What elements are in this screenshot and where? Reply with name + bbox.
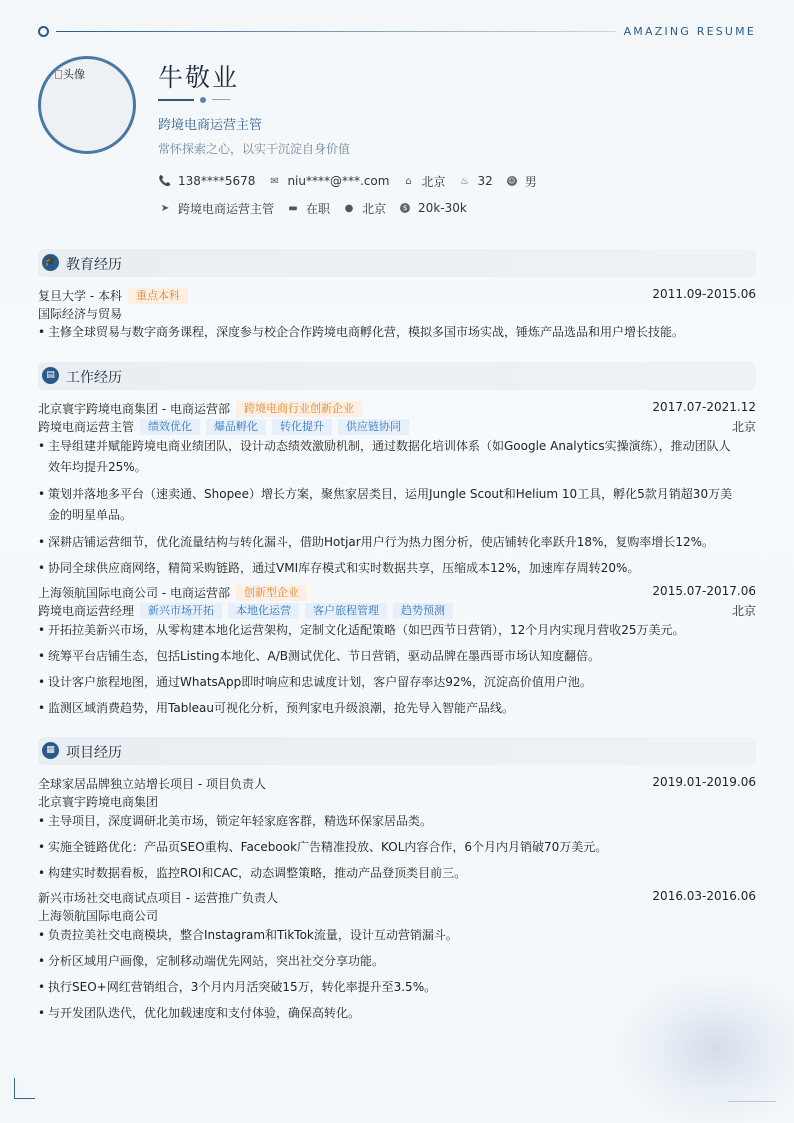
education-date: 2011.09-2015.06 [652,287,756,301]
role: 跨境电商运营经理 [38,604,135,618]
project-name: 新兴市场社交电商试点项目 - 运营推广负责人 [38,891,278,905]
skill-tag: 本地化运营 [228,603,299,619]
education-desc: • 主修全球贸易与数字商务课程，深度参与校企合作跨境电商孵化营，模拟多国市场实战，锤炼产品选品和用户增长技能。 [38,322,738,343]
company-tag: 创新型企业 [236,585,307,601]
email-item: ✉ niu****@***.com [267,174,389,188]
skill-tag: 转化提升 [272,419,332,435]
brand-label: AMAZING RESUME [623,25,756,38]
education-row [38,287,756,305]
status-item: ▬ 在职 [286,200,330,217]
major: 国际经济与贸易 [38,307,123,321]
work-bullet: • 主导组建并赋能跨境电商业绩团队，设计动态绩效激励机制，通过数据化培训体系（如Google Analytics实操演练），推动团队人效年均提升25%。 [38,436,738,478]
role: 跨境电商运营主管 [38,420,135,434]
school-name: 复旦大学 - 本科 [38,289,122,303]
graduation-cap-icon: 🎓 [42,254,59,271]
mail-icon: ✉ [270,175,279,187]
project-company-row [38,907,756,925]
name-underline-decoration [158,97,238,103]
location-icon: ● [344,202,354,214]
skill-tag: 客户旅程管理 [305,603,387,619]
phone-item: 📞 138****5678 [158,174,256,188]
work-city: 北京 [731,604,756,618]
project-company: 北京寰宇跨境电商集团 [38,795,159,809]
school-tag: 重点本科 [128,288,188,304]
contact-row [158,173,549,189]
salary-icon: $ [400,203,410,213]
section-header-project [38,737,756,765]
avatar [38,56,136,154]
motto: 常怀探索之心，以实干沉淀自身价值 [158,142,351,156]
section-title: 工作经历 [66,370,122,386]
work-bullet: • 深耕店铺运营细节，优化流量结构与转化漏斗，借助Hotjar用户行为热力图分析，使店铺转化率跃升18%，复购率增长12%。 [38,532,738,553]
corner-line-decoration [728,1101,776,1102]
project-row [38,775,756,793]
project-company: 上海领航国际电商公司 [38,909,159,923]
project-date: 2016.03-2016.06 [652,889,756,903]
corner-decoration [14,1078,35,1099]
avatar-alt-text: 头像 [55,66,85,82]
section-title: 教育经历 [66,257,122,273]
top-circle-decoration [38,26,49,37]
work-bullet: • 策划并落地多平台（速卖通、Shopee）增长方案，聚焦家居类目，运用Jungle Scout和Helium 10工具，孵化5款月销超30万美金的明星单品。 [38,484,738,526]
work-company-row [38,584,756,602]
job-title: 跨境电商运营主管 [158,118,263,133]
project-bullet: • 负责拉美社交电商模块，整合Instagram和TikTok流量，设计互动营销漏斗。 [38,925,738,946]
work-bullet: • 统筹平台店铺生态，包括Listing本地化、A/B测试优化、节日营销，驱动品牌在墨西哥市场认知度翻倍。 [38,646,738,667]
project-bullet: • 与开发团队迭代，优化加载速度和支付体验，确保高转化。 [38,1003,738,1024]
section-title: 项目经历 [66,745,122,761]
work-date: 2015.07-2017.06 [652,584,756,598]
work-role-row [38,602,756,620]
target-city-item: ● 北京 [342,200,386,217]
work-city: 北京 [731,420,756,434]
gender-icon: ☺ [508,177,516,185]
work-bullet: • 监测区域消费趋势，用Tableau可视化分析，预判家电升级浪潮，抢先导入智能产品线。 [38,698,738,719]
company-name: 上海领航国际电商公司 - 电商运营部 [38,586,230,600]
target-position-item: ➤ 跨境电商运营主管 [158,200,274,217]
home-icon: ⌂ [405,175,412,187]
work-company-row [38,400,756,418]
project-name: 全球家居品牌独立站增长项目 - 项目负责人 [38,777,266,791]
project-bullet: • 构建实时数据看板，监控ROI和CAC，动态调整策略，推动产品登顶类目前三。 [38,863,738,884]
section-header-work [38,362,756,390]
skill-tag: 新兴市场开拓 [140,603,222,619]
phone-icon: 📞 [158,175,172,187]
cake-icon: ♨ [459,175,469,187]
work-bullet: • 设计客户旅程地图，通过WhatsApp即时响应和忠诚度计划，客户留存率达92%，沉淀高价值用户池。 [38,672,738,693]
city-item: ⌂ 北京 [401,173,445,190]
briefcase-icon: ▬ [288,202,298,214]
skill-tag: 供应链协同 [338,419,409,435]
project-bullet: • 分析区域用户画像，定制移动端优先网站，突出社交分享功能。 [38,951,738,972]
work-bullet: • 协同全球供应商网络，精简采购链路，通过VMI库存模式和实时数据共享，压缩成本12%，加速库存周转20%。 [38,558,738,579]
send-icon: ➤ [160,202,170,214]
major-row [38,305,756,323]
top-line-decoration [56,31,616,32]
project-date: 2019.01-2019.06 [652,775,756,789]
skill-tag: 绩效优化 [140,419,200,435]
briefcase-icon: ▤ [42,367,59,384]
project-bullet: • 主导项目，深度调研北美市场，锁定年轻家庭客群，精选环保家居品类。 [38,811,738,832]
gender-item: ☺ 男 [508,174,537,189]
project-row [38,889,756,907]
grid-icon: ▦ [42,742,59,759]
company-tag: 跨境电商行业创新企业 [236,401,362,417]
skill-tag: 爆品孵化 [206,419,266,435]
company-name: 北京寰宇跨境电商集团 - 电商运营部 [38,402,230,416]
section-header-education [38,249,756,277]
candidate-name: 牛敬业 [158,63,240,92]
age-item: ♨ 32 [457,174,492,188]
salary-item: $ 20k-30k [398,201,467,215]
intent-row [158,200,479,216]
project-bullet: • 执行SEO+网红营销组合，3个月内月活突破15万，转化率提升至3.5%。 [38,977,738,998]
project-company-row [38,793,756,811]
top-bar [38,26,756,38]
skill-tag: 趋势预测 [393,603,453,619]
work-date: 2017.07-2021.12 [652,400,756,414]
project-bullet: • 实施全链路优化：产品页SEO重构、Facebook广告精准投放、KOL内容合作，6个月内月销破70万美元。 [38,837,738,858]
work-bullet: • 开拓拉美新兴市场，从零构建本地化运营架构，定制文化适配策略（如巴西节日营销），12个月内实现月营收25万美元。 [38,620,738,641]
work-role-row [38,418,756,436]
